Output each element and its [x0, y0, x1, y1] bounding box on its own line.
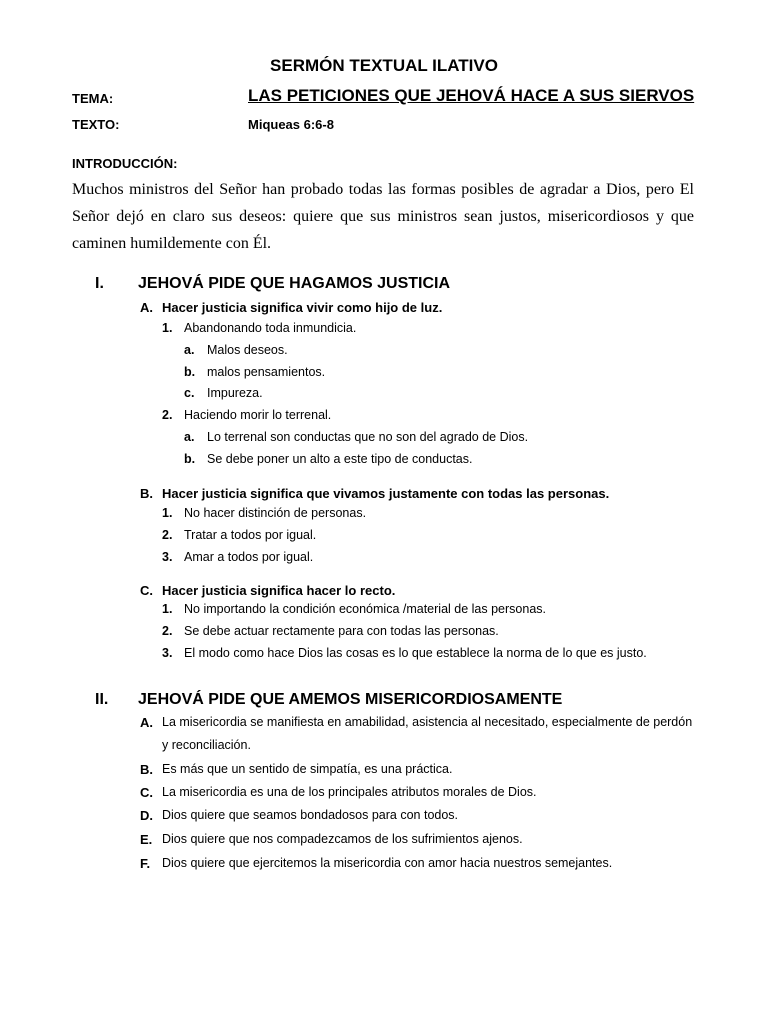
texto-label: TEXTO:	[72, 117, 120, 132]
point-text: La misericordia se manifiesta en amabilidad, asistencia al necesitado, especialmente de perdón y reconciliación.	[162, 715, 693, 752]
point-text: Dios quiere que seamos bondadosos para con todos.	[162, 808, 459, 822]
introduction-text: Muchos ministros del Señor han probado todas las formas posibles de agradar a Dios, pero El Señor dejó en claro sus deseos: quiere que sus ministros sean justos, misericordiosos y que caminen humildemente con Él.	[72, 181, 694, 252]
subitem-letter: b.	[184, 365, 196, 379]
subitem: Se debe poner un alto a este tipo de conductas.	[207, 452, 473, 466]
point-letter: C.	[140, 785, 153, 800]
list-item: Se debe actuar rectamente para con todas las personas.	[184, 624, 499, 638]
item-number: 3.	[162, 646, 173, 660]
list-item: Haciendo morir lo terrenal.	[184, 408, 332, 422]
subitem: Lo terrenal son conductas que no son del agrado de Dios.	[207, 430, 529, 444]
point-text: Dios quiere que nos compadezcamos de los sufrimientos ajenos.	[162, 832, 523, 846]
section-title: JEHOVÁ PIDE QUE HAGAMOS JUSTICIA	[138, 275, 451, 292]
list-item: No hacer distinción de personas.	[184, 506, 367, 520]
subsection-letter: A.	[140, 300, 153, 315]
point-letter: B.	[140, 762, 153, 777]
item-number: 1.	[162, 321, 173, 335]
tema-value: LAS PETICIONES QUE JEHOVÁ HACE A SUS SIERVOS	[248, 86, 695, 105]
item-number: 2.	[162, 408, 173, 422]
item-number: 2.	[162, 528, 173, 542]
point-letter: F.	[140, 856, 151, 871]
texto-value: Miqueas 6:6-8	[248, 117, 334, 132]
subitem: Impureza.	[207, 386, 263, 400]
point-letter: D.	[140, 808, 153, 823]
item-number: 1.	[162, 506, 173, 520]
subsection-heading: Hacer justicia significa que vivamos justamente con todas las personas.	[162, 486, 610, 501]
list-item: Tratar a todos por igual.	[184, 528, 317, 542]
list-item: Abandonando toda inmundicia.	[184, 321, 357, 335]
point-text: Dios quiere que ejercitemos la misericordia con amor hacia nuestros semejantes.	[162, 856, 613, 870]
item-number: 3.	[162, 550, 173, 564]
subitem: Malos deseos.	[207, 343, 288, 357]
subitem: malos pensamientos.	[207, 365, 326, 379]
section-numeral: II.	[95, 691, 109, 708]
subitem-letter: b.	[184, 452, 196, 466]
section-title: JEHOVÁ PIDE QUE AMEMOS MISERICORDIOSAMENTE	[138, 691, 563, 708]
subsection-letter: C.	[140, 583, 153, 598]
subsection-letter: B.	[140, 486, 153, 501]
list-item: Amar a todos por igual.	[184, 550, 314, 564]
document-title: SERMÓN TEXTUAL ILATIVO	[270, 56, 498, 75]
section-numeral: I.	[95, 275, 104, 292]
subsection-heading: Hacer justicia significa vivir como hijo de luz.	[162, 300, 443, 315]
tema-label: TEMA:	[72, 91, 114, 106]
subitem-letter: a.	[184, 430, 195, 444]
point-text: Es más que un sentido de simpatía, es una práctica.	[162, 762, 453, 776]
subsection-heading: Hacer justicia significa hacer lo recto.	[162, 583, 396, 598]
subitem-letter: a.	[184, 343, 195, 357]
introduction-label: INTRODUCCIÓN:	[72, 156, 178, 171]
point-letter: E.	[140, 832, 153, 847]
point-text: La misericordia es una de los principales atributos morales de Dios.	[162, 785, 537, 799]
list-item: El modo como hace Dios las cosas es lo que establece la norma de lo que es justo.	[184, 646, 647, 660]
point-letter: A.	[140, 715, 153, 730]
subitem-letter: c.	[184, 386, 195, 400]
list-item: No importando la condición económica /material de las personas.	[184, 602, 546, 616]
item-number: 2.	[162, 624, 173, 638]
item-number: 1.	[162, 602, 173, 616]
